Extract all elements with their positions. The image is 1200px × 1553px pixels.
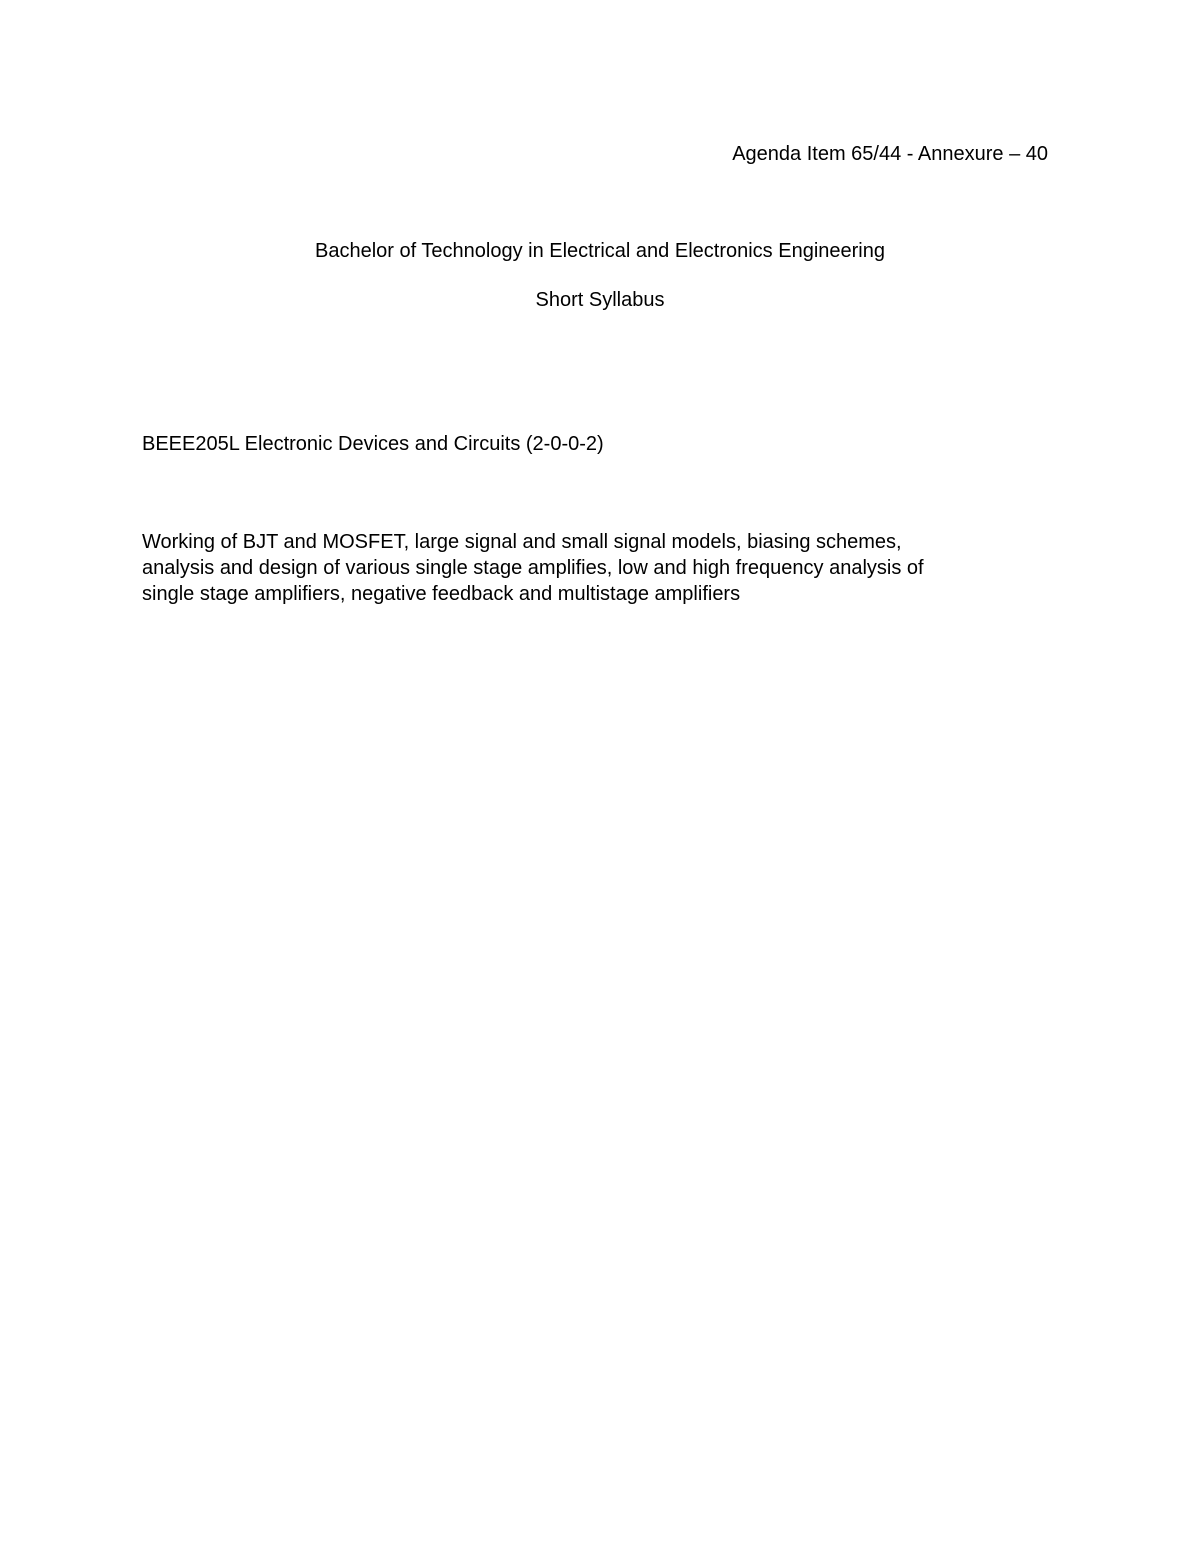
agenda-item-header: Agenda Item 65/44 - Annexure – 40: [732, 143, 1048, 165]
course-description: [142, 529, 1022, 607]
course-description-line: Working of BJT and MOSFET, large signal and small signal models, biasing schemes,: [142, 531, 902, 553]
course-heading: BEEE205L Electronic Devices and Circuits (2-0-0-2): [142, 433, 604, 455]
program-title: Bachelor of Technology in Electrical and Electronics Engineering: [315, 240, 885, 262]
course-description-line: single stage amplifiers, negative feedback and multistage amplifiers: [142, 583, 741, 605]
document-type-title: Short Syllabus: [535, 289, 665, 311]
course-description-line: analysis and design of various single stage amplifies, low and high frequency analysis of: [142, 557, 924, 579]
